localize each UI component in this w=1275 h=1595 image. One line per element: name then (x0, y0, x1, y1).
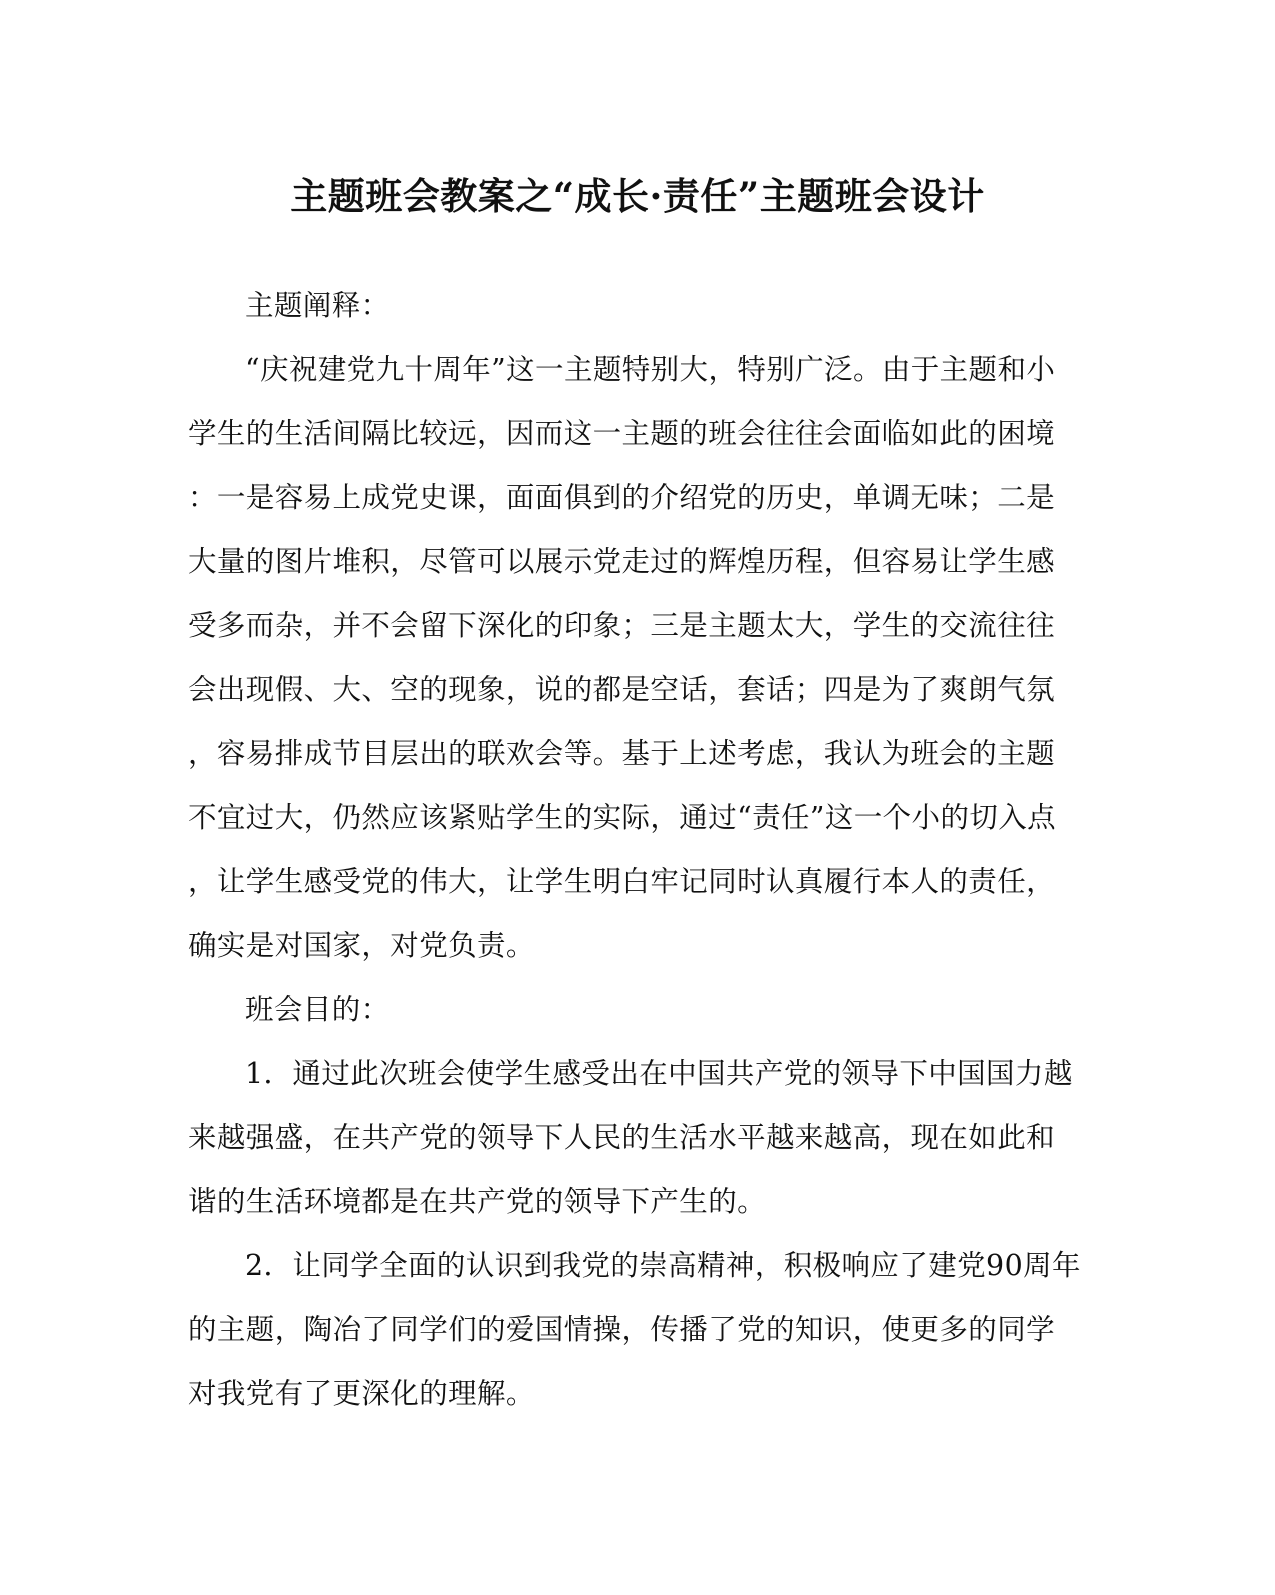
paragraph-line: 不宜过大，仍然应该紧贴学生的实际，通过“责任”这一个小的切入点 (188, 801, 1057, 834)
paragraph-line: ，让学生感受党的伟大，让学生明白牢记同时认真履行本人的责任， (188, 865, 1056, 898)
paragraph-line: 学生的生活间隔比较远，因而这一主题的班会往往会面临如此的困境 (188, 417, 1056, 450)
list-item-line: 来越强盛，在共产党的领导下人民的生活水平越来越高，现在如此和 (188, 1121, 1056, 1154)
paragraph-line: “庆祝建党九十周年”这一主题特别大，特别广泛。由于主题和小 (245, 353, 1056, 386)
list-item-line: 谐的生活环境都是在共产党的领导下产生的。 (188, 1185, 767, 1218)
list-item-line: 对我党有了更深化的理解。 (188, 1377, 535, 1410)
paragraph-line: ：一是容易上成党史课，面面俱到的介绍党的历史，单调无味；二是 (188, 481, 1056, 514)
section-heading-theme: 主题阐释： (245, 289, 390, 322)
paragraph-line: 会出现假、大、空的现象，说的都是空话，套话；四是为了爽朗气氛 (188, 673, 1056, 706)
list-item-line: 的主题，陶冶了同学们的爱国情操，传播了党的知识，使更多的同学 (188, 1313, 1056, 1346)
list-item-line: 1．通过此次班会使学生感受出在中国共产党的领导下中国国力越 (245, 1057, 1073, 1090)
list-item-line: 2．让同学全面的认识到我党的崇高精神，积极响应了建党90周年 (245, 1249, 1081, 1282)
paragraph-line: 受多而杂，并不会留下深化的印象；三是主题太大，学生的交流往往 (188, 609, 1056, 642)
section-heading-purpose: 班会目的： (245, 993, 390, 1026)
paragraph-line: 大量的图片堆积，尽管可以展示党走过的辉煌历程，但容易让学生感 (188, 545, 1056, 578)
paragraph-line: 确实是对国家，对党负责。 (188, 929, 535, 962)
document-title: 主题班会教案之“成长·责任”主题班会设计 (290, 174, 985, 218)
paragraph-line: ，容易排成节目层出的联欢会等。基于上述考虑，我认为班会的主题 (188, 737, 1056, 770)
